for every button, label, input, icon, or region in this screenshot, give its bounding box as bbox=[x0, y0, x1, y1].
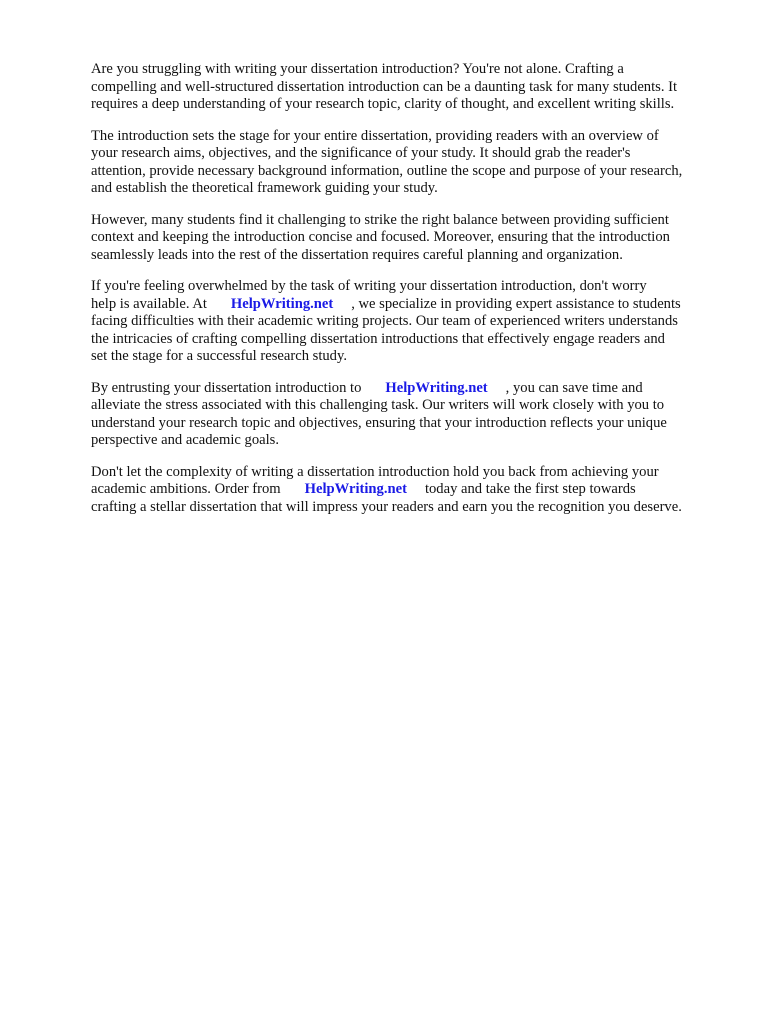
text-line: today and take the first step towards bbox=[424, 481, 636, 497]
text-line: , we specialize in providing expert assistance to students bbox=[351, 295, 681, 312]
paragraph-entrust bbox=[91, 380, 731, 450]
text-line: alleviate the stress associated with this challenging task. Our writers will work closely with you to bbox=[91, 397, 665, 413]
paragraph-order bbox=[91, 464, 731, 517]
helpwriting-link[interactable]: HelpWriting.net bbox=[385, 379, 488, 396]
text-line: facing difficulties with their academic writing projects. Our team of experienced writers understands bbox=[91, 313, 678, 329]
document-page bbox=[91, 61, 731, 530]
text-line: the intricacies of crafting compelling dissertation introductions that effectively engage readers and bbox=[91, 330, 665, 347]
paragraph-help bbox=[91, 278, 731, 366]
text-line: seamlessly leads into the rest of the dissertation requires careful planning and organization. bbox=[91, 246, 623, 263]
text-line: The introduction sets the stage for your entire dissertation, providing readers with an overview of bbox=[91, 127, 659, 144]
text-line: However, many students find it challenging to strike the right balance between providing sufficient bbox=[91, 211, 669, 228]
text-line: and establish the theoretical framework guiding your study. bbox=[91, 180, 438, 196]
text-line: understand your research topic and objectives, ensuring that your introduction reflects your unique bbox=[91, 414, 667, 431]
paragraph-balance bbox=[91, 212, 731, 265]
text-line: academic ambitions. Order from bbox=[91, 481, 281, 497]
text-line: , you can save time and bbox=[505, 379, 643, 396]
text-line: By entrusting your dissertation introduction to bbox=[91, 379, 362, 396]
helpwriting-link[interactable]: HelpWriting.net bbox=[304, 481, 407, 497]
text-line: your research aims, objectives, and the significance of your study. It should grab the reader's bbox=[91, 145, 631, 161]
text-line: context and keeping the introduction concise and focused. Moreover, ensuring that the introduction bbox=[91, 229, 670, 245]
paragraph-intro bbox=[91, 61, 731, 114]
paragraph-stage bbox=[91, 128, 731, 198]
helpwriting-link[interactable]: HelpWriting.net bbox=[230, 295, 334, 312]
text-line: help is available. At bbox=[91, 295, 207, 312]
text-line: crafting a stellar dissertation that will impress your readers and earn you the recognition you deserve. bbox=[91, 498, 682, 515]
text-line: Don't let the complexity of writing a dissertation introduction hold you back from achieving your bbox=[91, 463, 659, 480]
text-line: set the stage for a successful research study. bbox=[91, 348, 347, 364]
text-line: Are you struggling with writing your dissertation introduction? You're not alone. Crafting a bbox=[91, 61, 624, 77]
text-line: If you're feeling overwhelmed by the task of writing your dissertation introduction, don't worry bbox=[91, 278, 647, 294]
text-line: perspective and academic goals. bbox=[91, 432, 280, 448]
text-line: compelling and well-structured dissertation introduction can be a daunting task for many students. It bbox=[91, 78, 678, 95]
text-line: requires a deep understanding of your research topic, clarity of thought, and excellent writing skills. bbox=[91, 96, 675, 112]
text-line: attention, provide necessary background information, outline the scope and purpose of your research, bbox=[91, 162, 683, 179]
